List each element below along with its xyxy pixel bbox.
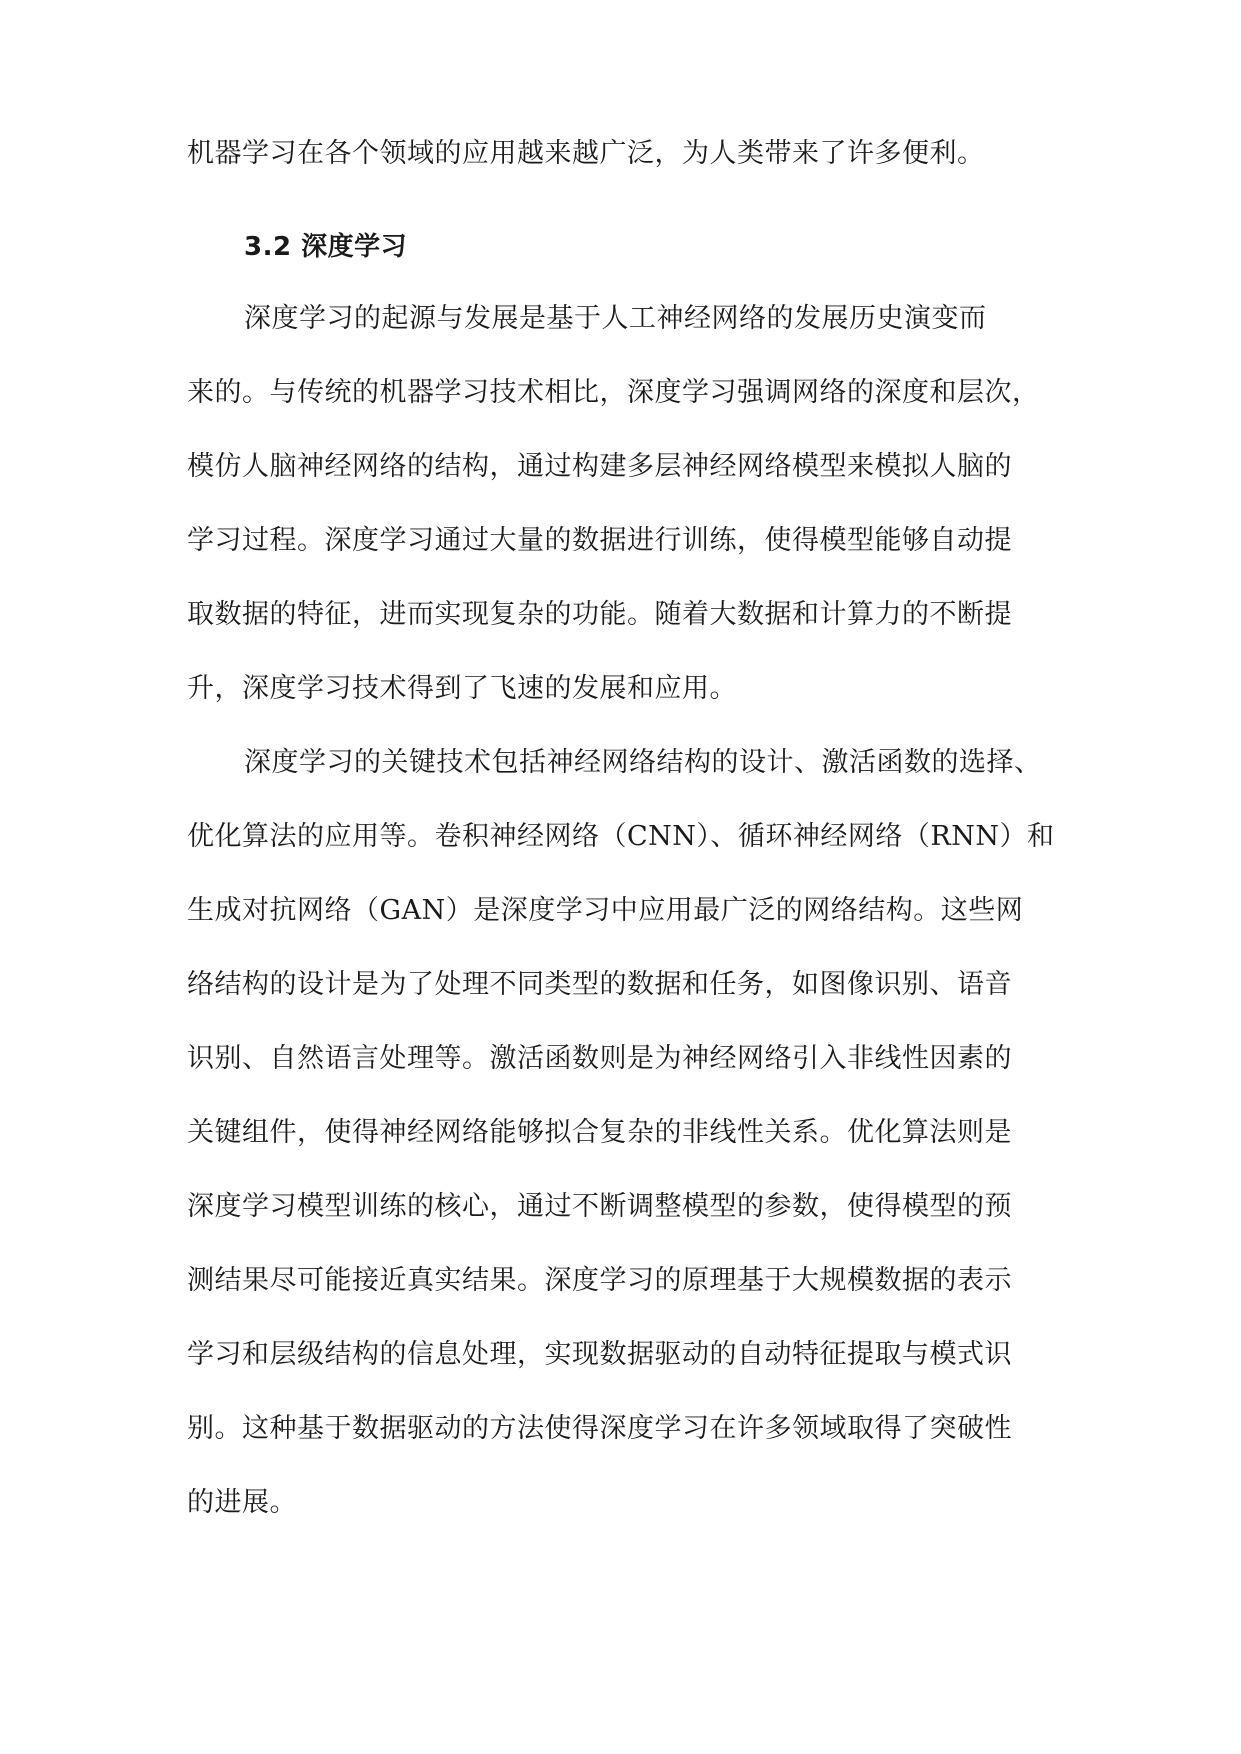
paragraph-line: 模仿人脑神经网络的结构，通过构建多层神经网络模型来模拟人脑的 xyxy=(187,451,1012,482)
paragraph-line: 深度学习模型训练的核心，通过不断调整模型的参数，使得模型的预 xyxy=(187,1191,1012,1222)
paragraph-line: 深度学习的关键技术包括神经网络结构的设计、激活函数的选择、 xyxy=(244,747,1042,778)
paragraph-line: 来的。与传统的机器学习技术相比，深度学习强调网络的深度和层次， xyxy=(187,377,1040,408)
paragraph-line: 别。这种基于数据驱动的方法使得深度学习在许多领域取得了突破性 xyxy=(187,1413,1012,1444)
section-heading: 3.2 深度学习 xyxy=(244,232,408,262)
paragraph-line: 学习和层级结构的信息处理，实现数据驱动的自动特征提取与模式识 xyxy=(187,1339,1012,1370)
intro-line: 机器学习在各个领域的应用越来越广泛，为人类带来了许多便利。 xyxy=(187,138,985,169)
paragraph-line: 取数据的特征，进而实现复杂的功能。随着大数据和计算力的不断提 xyxy=(187,599,1012,630)
paragraph-line: 关键组件，使得神经网络能够拟合复杂的非线性关系。优化算法则是 xyxy=(187,1117,1012,1148)
paragraph-line: 优化算法的应用等。卷积神经网络（CNN）、循环神经网络（RNN）和 xyxy=(187,821,1055,852)
paragraph-line: 升，深度学习技术得到了飞速的发展和应用。 xyxy=(187,673,737,704)
paragraph-line: 络结构的设计是为了处理不同类型的数据和任务，如图像识别、语音 xyxy=(187,969,1012,1000)
paragraph-line: 深度学习的起源与发展是基于人工神经网络的发展历史演变而 xyxy=(244,303,987,334)
paragraph-line: 识别、自然语言处理等。激活函数则是为神经网络引入非线性因素的 xyxy=(187,1043,1012,1074)
paragraph-line: 的进展。 xyxy=(187,1487,297,1518)
paragraph-line: 生成对抗网络（GAN）是深度学习中应用最广泛的网络结构。这些网 xyxy=(187,895,1024,926)
paragraph-line: 学习过程。深度学习通过大量的数据进行训练，使得模型能够自动提 xyxy=(187,525,1012,556)
paragraph-line: 测结果尽可能接近真实结果。深度学习的原理基于大规模数据的表示 xyxy=(187,1265,1012,1296)
